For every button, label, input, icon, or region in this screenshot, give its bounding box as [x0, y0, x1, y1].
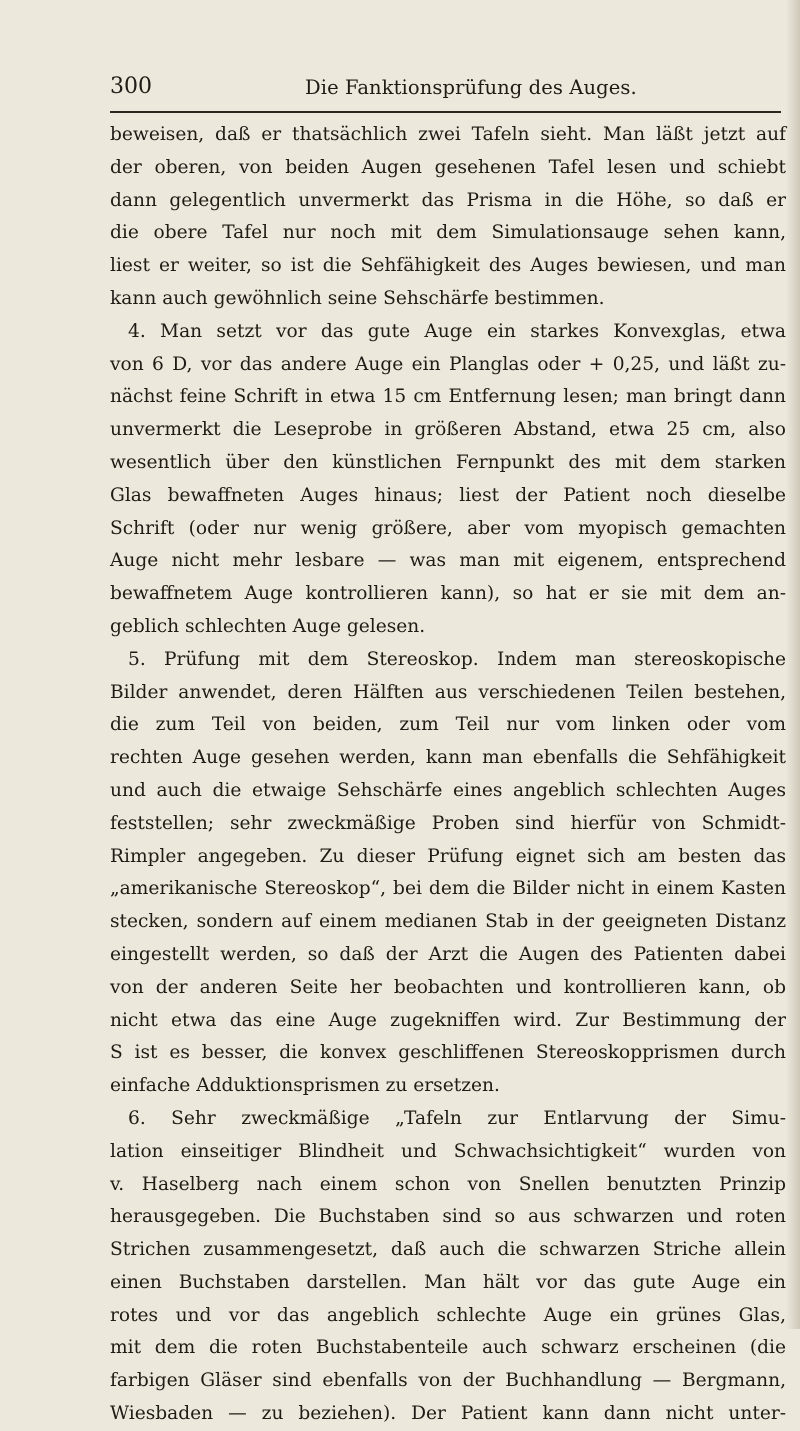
text-line: beweisen, daß er thatsächlich zwei Tafeln sieht. Man läßt jetzt auf	[110, 124, 786, 145]
text-line: liest er weiter, so ist die Sehfähigkeit des Auges bewiesen, und man	[110, 255, 786, 277]
body-text	[110, 119, 786, 1431]
page-header	[110, 74, 784, 108]
text-line: „amerikanische Stereoskop“, bei dem die Bilder nicht in einem Kasten	[110, 878, 786, 900]
text-line: 4. Man setzt vor das gute Auge ein starkes Konvexglas, etwa	[128, 320, 786, 342]
text-line: der oberen, von beiden Augen gesehenen Tafel lesen und schiebt	[110, 156, 786, 178]
text-line: von der anderen Seite her beobachten und kontrollieren kann, ob	[110, 976, 786, 998]
text-line: Wiesbaden — zu beziehen). Der Patient kann dann nicht unter-	[110, 1403, 786, 1425]
text-line: nicht etwa das eine Auge zugekniffen wird. Zur Bestimmung der	[110, 1009, 786, 1031]
text-line: feststellen; sehr zweckmäßige Proben sind hierfür von Schmidt-	[110, 812, 786, 834]
text-line: Glas bewaffneten Auges hinaus; liest der Patient noch dieselbe	[110, 484, 786, 506]
text-line: nächst feine Schrift in etwa 15 cm Entfernung lesen; man bringt dann	[110, 386, 786, 408]
header-rule	[110, 111, 781, 113]
text-line: stecken, sondern auf einem medianen Stab in der geeigneten Distanz	[110, 911, 786, 933]
text-line: dann gelegentlich unvermerkt das Prisma in die Höhe, so daß er	[110, 189, 786, 211]
text-line: geblich schlechten Auge gelesen.	[110, 615, 426, 637]
text-line: wesentlich über den künstlichen Fernpunkt des mit dem starken	[110, 451, 786, 473]
text-line: Schrift (oder nur wenig größere, aber vom myopisch gemachten	[110, 517, 786, 539]
text-line: und auch die etwaige Sehschärfe eines angeblich schlechten Auges	[110, 779, 786, 801]
page-edge-shadow	[786, 0, 800, 1329]
text-line: einen Buchstaben darstellen. Man hält vor das gute Auge ein	[110, 1271, 786, 1293]
text-line: bewaffnetem Auge kontrollieren kann), so hat er sie mit dem an-	[110, 583, 786, 605]
text-line: S ist es besser, die konvex geschliffenen Stereoskopprismen durch	[110, 1042, 786, 1064]
running-title: Die Fanktionsprüfung des Auges.	[305, 76, 637, 99]
text-line: die zum Teil von beiden, zum Teil nur vom linken oder vom	[110, 714, 786, 736]
text-line: einfache Adduktionsprismen zu ersetzen.	[110, 1075, 500, 1097]
text-line: v. Haselberg nach einem schon von Snellen benutzten Prinzip	[110, 1173, 786, 1195]
text-line: eingestellt werden, so daß der Arzt die Augen des Patienten dabei	[110, 943, 786, 965]
text-line: lation einseitiger Blindheit und Schwachsichtigkeit“ wurden von	[110, 1140, 786, 1162]
text-line: Auge nicht mehr lesbare — was man mit eigenem, entsprechend	[110, 550, 786, 572]
text-line: rotes und vor das angeblich schlechte Auge ein grünes Glas,	[110, 1304, 786, 1326]
text-line: rechten Auge gesehen werden, kann man ebenfalls die Sehfähigkeit	[110, 747, 786, 769]
text-line: herausgegeben. Die Buchstaben sind so aus schwarzen und roten	[110, 1206, 786, 1228]
text-line: Strichen zusammengesetzt, daß auch die schwarzen Striche allein	[110, 1239, 786, 1261]
text-line: 6. Sehr zweckmäßige „Tafeln zur Entlarvung der Simu-	[128, 1107, 786, 1129]
text-line: Bilder anwendet, deren Hälften aus verschiedenen Teilen bestehen,	[110, 681, 786, 703]
text-line: farbigen Gläser sind ebenfalls von der Buchhandlung — Bergmann,	[110, 1370, 786, 1392]
page-number: 300	[110, 74, 152, 99]
text-line: Rimpler angegeben. Zu dieser Prüfung eignet sich am besten das	[110, 845, 786, 867]
text-line: kann auch gewöhnlich seine Sehschärfe bestimmen.	[110, 287, 605, 309]
text-line: unvermerkt die Leseprobe in größeren Abstand, etwa 25 cm, also	[110, 419, 786, 441]
text-line: die obere Tafel nur noch mit dem Simulationsauge sehen kann,	[110, 222, 786, 244]
text-line: von 6 D, vor das andere Auge ein Planglas oder + 0,25, und läßt zu-	[110, 353, 786, 375]
text-line: 5. Prüfung mit dem Stereoskop. Indem man stereoskopische	[128, 648, 786, 670]
text-line: mit dem die roten Buchstabenteile auch schwarz erscheinen (die	[110, 1337, 786, 1359]
